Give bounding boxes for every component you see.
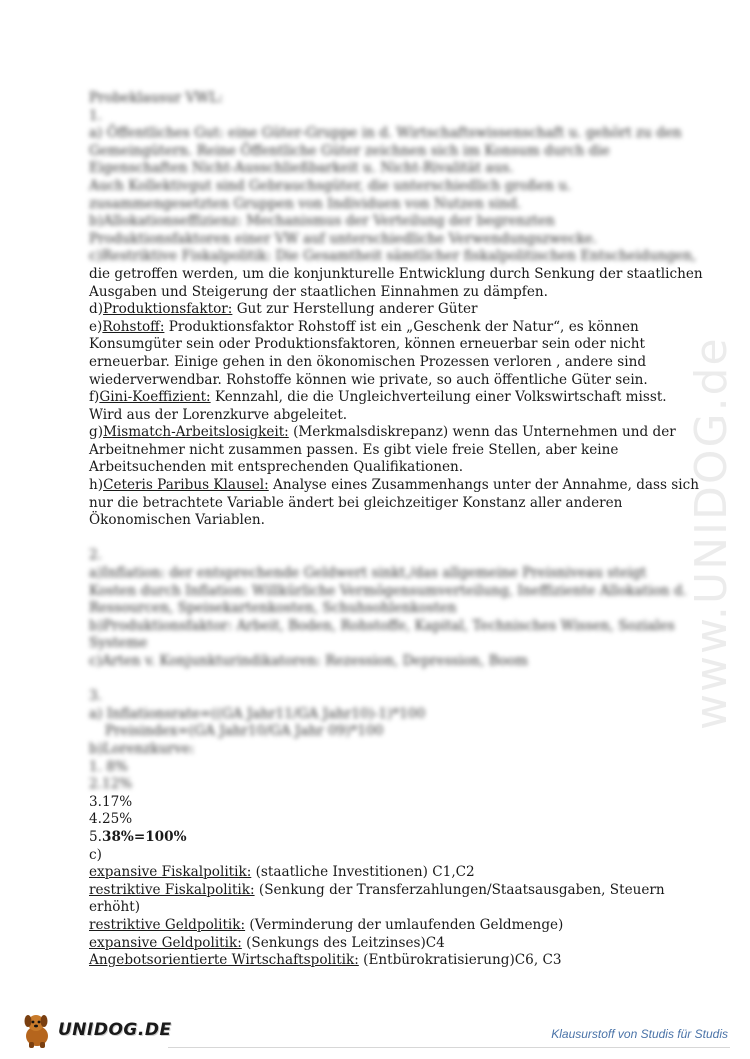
text-line: Probeklausur VWL: xyxy=(89,90,223,106)
item-prefix: h) xyxy=(89,477,104,494)
text-line: Ausgaben und Steigerung der staatlichen Einnahmen zu dämpfen. xyxy=(89,283,548,300)
definition-g xyxy=(89,424,679,442)
text-line: 1. xyxy=(89,107,102,124)
text-line: Kosten durch Inflation: Willkürliche Vermögensumverteilung, Ineffiziente Allokation d. xyxy=(89,582,687,599)
text-line: 3. xyxy=(89,688,102,705)
definition-text: Produktionsfaktor Rohstoff ist ein „Geschenk der Natur“, es können xyxy=(164,318,639,335)
item-prefix: d) xyxy=(89,301,104,318)
definition-text: (Verminderung der umlaufenden Geldmenge) xyxy=(245,916,564,933)
text-line: c)Restriktive Fiskalpolitik: Die Gesamtheit sämtlicher fiskalpolitischen Entscheidungen, xyxy=(89,248,697,265)
blurred-section-1 xyxy=(89,90,697,266)
text-line: die getroffen werden, um die konjunkturelle Entwicklung durch Senkung der staatlichen xyxy=(89,265,703,282)
term: Rohstoff: xyxy=(102,318,165,335)
document-body xyxy=(89,90,703,970)
text-line: erneuerbar. Einige gehen in den ökonomischen Prozessen verloren , andere sind xyxy=(89,353,647,370)
definition-text: (Senkungs des Leitzinses)C4 xyxy=(241,934,445,951)
definition-d xyxy=(89,301,679,319)
text-line: Ökonomischen Variablen. xyxy=(89,512,266,529)
policy-restrictive-monetary xyxy=(89,917,679,935)
item-prefix: f) xyxy=(89,389,100,406)
definition-text: (Senkung der Transferzahlungen/Staatsausgaben, Steuern xyxy=(254,881,665,898)
blurred-section-2 xyxy=(89,547,687,670)
text-line: erhöht) xyxy=(89,899,141,916)
definition-text: (staatliche Investitionen) C1,C2 xyxy=(251,864,475,881)
text-line: Konsumgüter sein oder Produktionsfaktoren, können erneuerbar sein oder nicht xyxy=(89,336,645,353)
definition-text: Gut zur Herstellung anderer Güter xyxy=(232,301,478,318)
text-line: Arbeitsuchenden mit entsprechenden Qualifikationen. xyxy=(89,459,464,476)
footer-slogan: Klausurstoff von Studis für Studis xyxy=(551,1027,728,1041)
policy-expansive-fiscal xyxy=(89,864,679,882)
text-line: a) Inflationsrate=((GA Jahr11/GA Jahr10)-1)*100 xyxy=(89,705,426,722)
term: expansive Fiskalpolitik: xyxy=(89,864,252,881)
text-line: Produktionsfaktoren einer VW auf unterschiedliche Verwendungszwecke. xyxy=(89,230,598,247)
term: Gini-Koeffizient: xyxy=(99,389,211,406)
term: Produktionsfaktor: xyxy=(103,301,233,318)
unidog-logo xyxy=(20,1010,172,1050)
definition-e xyxy=(89,319,679,337)
dog-mascot-icon xyxy=(20,1011,54,1049)
text-line: c)Arten v. Konjunkturindikatoren: Rezession, Depression, Boom xyxy=(89,653,528,669)
text-line: Gemeingütern. Reine Öffentliche Güter zeichnen sich im Konsum durch die xyxy=(89,142,610,159)
term: restriktive Fiskalpolitik: xyxy=(89,881,255,898)
policy-restrictive-fiscal xyxy=(89,882,679,900)
text-line: nur die betrachtete Variable ändert bei gleichzeitiger Konstanz aller anderen xyxy=(89,494,623,511)
term: Ceteris Paribus Klausel: xyxy=(103,477,269,494)
definition-h xyxy=(89,477,699,495)
subquestion-label: c) xyxy=(89,846,102,863)
item-prefix: 5. xyxy=(89,828,102,845)
text-line: 2.12% xyxy=(89,776,133,793)
term: Mismatch-Arbeitslosigkeit: xyxy=(103,424,289,441)
definition-text: Analyse eines Zusammenhangs unter der Annahme, dass sich xyxy=(268,477,699,494)
text-line: 1. 8% xyxy=(89,758,128,775)
blurred-section-3 xyxy=(89,688,679,794)
definition-text: (Merkmalsdiskrepanz) wenn das Unternehmen und der xyxy=(288,424,676,441)
term: Angebotsorientierte Wirtschaftspolitik: xyxy=(89,952,359,969)
text-line: Systeme xyxy=(89,635,148,652)
term: restriktive Geldpolitik: xyxy=(89,916,246,933)
item-prefix: g) xyxy=(89,424,104,441)
watermark: www.UNIDOG.de xyxy=(686,336,737,730)
text-line: wiederverwendbar. Rohstoffe können wie private, so auch öffentliche Güter sein. xyxy=(89,371,648,388)
text-line: Preisindex=(GA Jahr10/GA Jahr 09)*100 xyxy=(105,723,384,740)
item-prefix: e) xyxy=(89,318,103,335)
term: expansive Geldpolitik: xyxy=(89,934,242,951)
text-line: b)Allokationseffizienz: Mechanismus der Verteilung der begrenzten xyxy=(89,213,555,230)
footer-divider xyxy=(168,1047,730,1048)
text-line: b)Lorenzkurve: xyxy=(89,740,195,757)
text-line: a) Öffentliches Gut: eine Güter-Gruppe in d. Wirtschaftswissenschaft u. gehört zu den xyxy=(89,125,682,142)
lorenz-value-5 xyxy=(89,829,679,847)
lorenz-value-4: 4.25% xyxy=(89,811,133,828)
policy-supply-side xyxy=(89,952,679,970)
text-line: Wird aus der Lorenzkurve abgeleitet. xyxy=(89,406,348,423)
logo-text: UNIDOG.DE xyxy=(58,1020,172,1040)
text-line: a)Inflation: der entsprechende Geldwert sinkt,/das allgemeine Preisniveau steigt xyxy=(89,565,647,582)
text-line: Arbeitnehmer nicht zusammen passen. Es gibt viele freie Stellen, aber keine xyxy=(89,441,619,458)
definition-text: (Entbürokratisierung)C6, C3 xyxy=(358,952,562,969)
definition-f xyxy=(89,389,679,407)
text-line: Auch Kollektivgut sind Gebrauchsgüter, die unterschiedlich großen u. xyxy=(89,177,572,194)
policy-expansive-monetary xyxy=(89,935,679,953)
text-line: Ressourcen, Speisekartenkosten, Schuhsohlenkosten xyxy=(89,600,457,617)
text-line: zusammengesetzten Gruppen von Individuen von Nutzen sind. xyxy=(89,195,522,212)
text-line: b)Produktionsfaktor: Arbeit, Boden, Rohstoffe, Kapital, Technisches Wissen, Soziales xyxy=(89,617,675,634)
lorenz-total: 38%=100% xyxy=(101,828,187,845)
text-line: Eigenschaften Nicht-Ausschließbarkeit u. Nicht-Rivalität aus. xyxy=(89,160,514,177)
definition-text: Kennzahl, die die Ungleichverteilung einer Volkswirtschaft misst. xyxy=(210,389,667,406)
lorenz-value-3: 3.17% xyxy=(89,793,133,810)
text-line: 2. xyxy=(89,547,102,564)
